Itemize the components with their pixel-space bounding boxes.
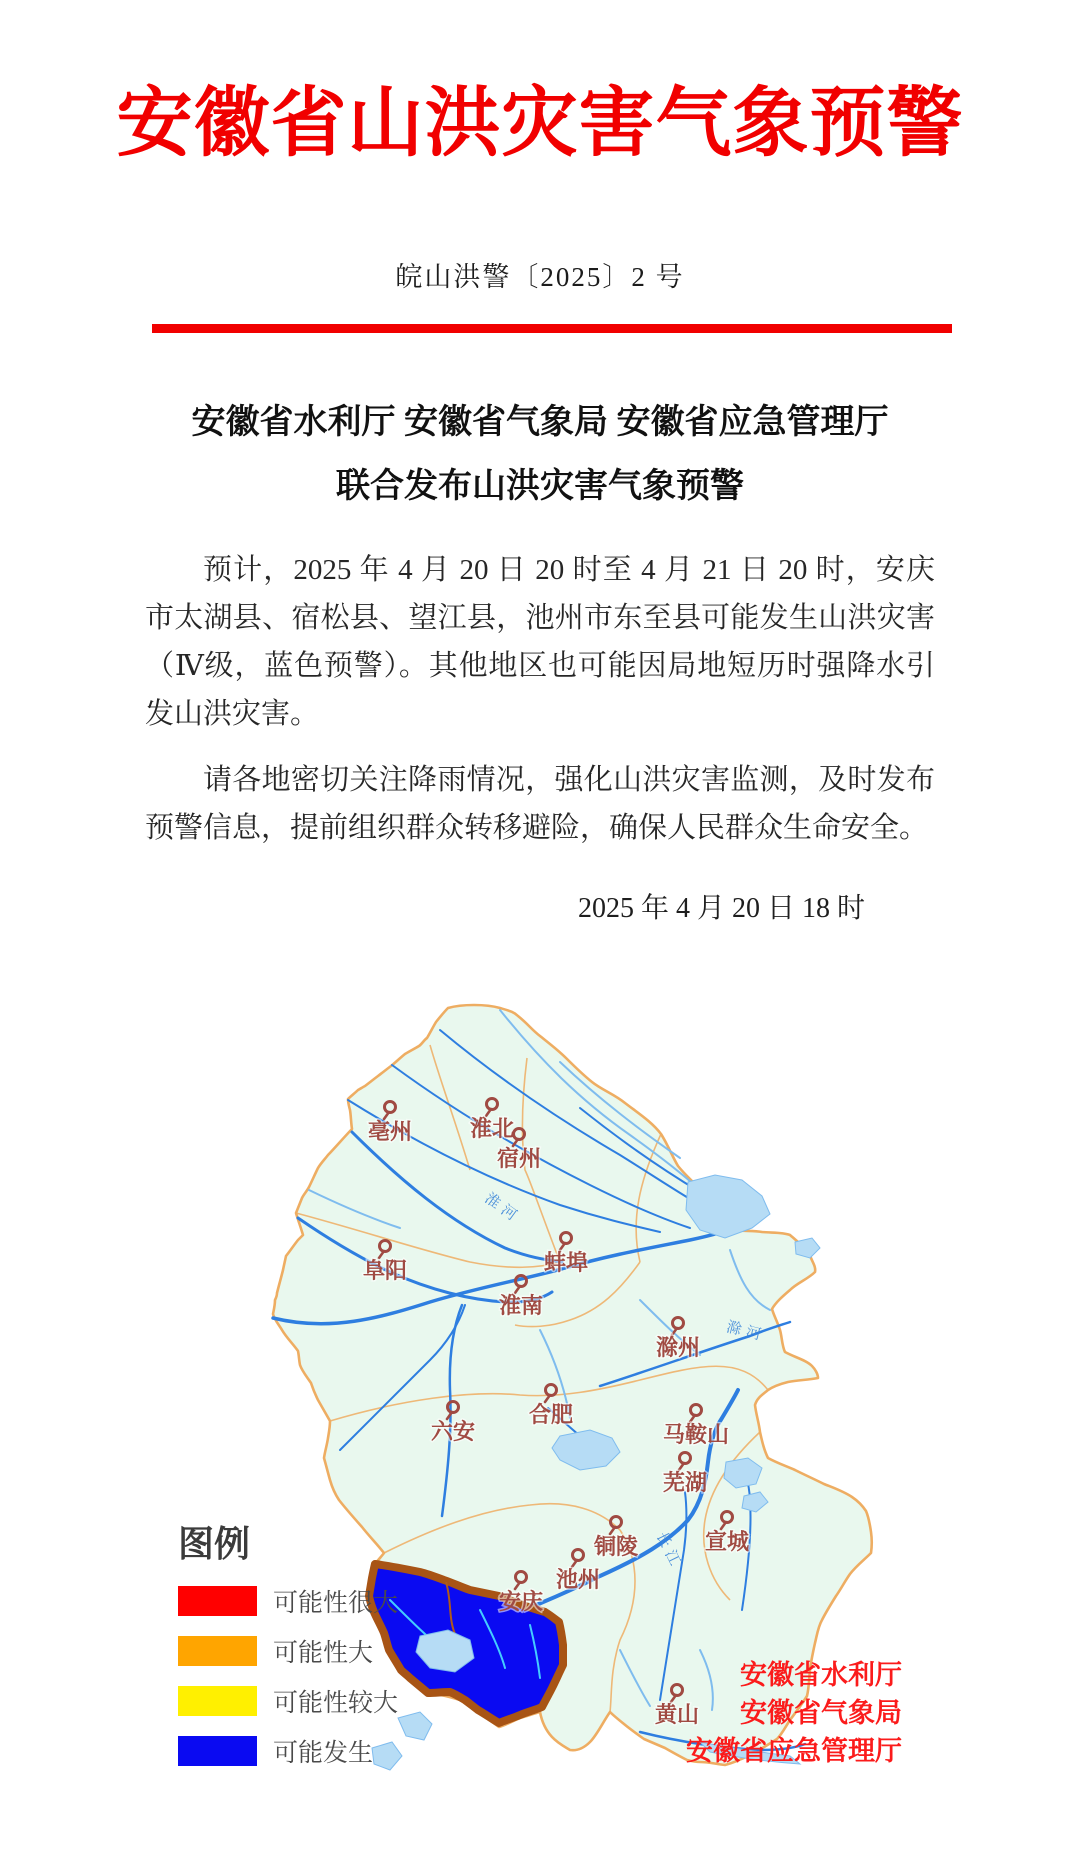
- issuing-agencies-signature: [686, 1656, 902, 1770]
- legend-item: [150, 1733, 450, 1769]
- legend-label: 可能性很大: [273, 1589, 399, 1617]
- legend-color-swatch: [178, 1586, 257, 1616]
- city-label: 合肥: [528, 1402, 574, 1427]
- city-label: 淮北: [469, 1116, 515, 1141]
- river-label: 长江: [652, 1529, 686, 1573]
- issuer-line: 安徽省气象局: [740, 1698, 902, 1728]
- map-legend: [150, 1516, 450, 1783]
- document-number: 皖山洪警〔2025〕2 号: [395, 262, 685, 292]
- document-title: 安徽省山洪灾害气象预警: [116, 82, 964, 166]
- legend-item: [150, 1633, 450, 1669]
- city-label: 马鞍山: [662, 1422, 730, 1447]
- city-label: 蚌埠: [543, 1250, 589, 1275]
- legend-label: 可能发生: [273, 1739, 374, 1767]
- legend-items: [150, 1583, 450, 1769]
- city-label: 宿州: [496, 1146, 542, 1171]
- city-label: 芜湖: [662, 1470, 708, 1495]
- body-paragraph-forecast: 预计，2025 年 4 月 20 日 20 时至 4 月 21 日 20 时，安庆市太湖县、宿松县、望江县，池州市东至县可能发生山洪灾害（Ⅳ级，蓝色预警）。其他地区也可能因局地短历时强降水引发山洪灾害。: [145, 554, 935, 730]
- issuer-line: 安徽省应急管理厅: [686, 1736, 902, 1766]
- legend-color-swatch: [178, 1636, 257, 1666]
- issue-date: 2025 年 4 月 20 日 18 时: [577, 893, 865, 924]
- legend-item: [150, 1583, 450, 1619]
- city-label: 淮南: [498, 1293, 544, 1318]
- issuer-line: 安徽省水利厅: [740, 1660, 902, 1690]
- city-label: 黄山: [654, 1702, 700, 1727]
- legend-label: 可能性较大: [273, 1689, 399, 1717]
- river-label: 淮河: [481, 1189, 524, 1227]
- city-label: 铜陵: [593, 1534, 639, 1559]
- city-label: 阜阳: [362, 1258, 408, 1283]
- city-label: 滁州: [655, 1335, 701, 1360]
- city-label: 六安: [430, 1419, 476, 1444]
- city-label: 池州: [555, 1567, 601, 1592]
- legend-color-swatch: [178, 1736, 257, 1766]
- legend-color-swatch: [178, 1686, 257, 1716]
- legend-title: 图例: [178, 1523, 251, 1564]
- city-label: 安庆: [498, 1589, 544, 1614]
- joint-release-heading: 联合发布山洪灾害气象预警: [336, 468, 744, 505]
- city-label: 亳州: [367, 1119, 413, 1144]
- river-label: 滁河: [724, 1318, 768, 1345]
- legend-label: 可能性大: [273, 1639, 374, 1667]
- city-label: 宣城: [704, 1529, 750, 1554]
- issuing-agencies-heading: 安徽省水利厅 安徽省气象局 安徽省应急管理厅: [191, 404, 889, 441]
- body-paragraph-advice: 请各地密切关注降雨情况，强化山洪灾害监测，及时发布预警信息，提前组织群众转移避险，确保人民群众生命安全。: [145, 764, 935, 844]
- legend-item: [150, 1683, 450, 1719]
